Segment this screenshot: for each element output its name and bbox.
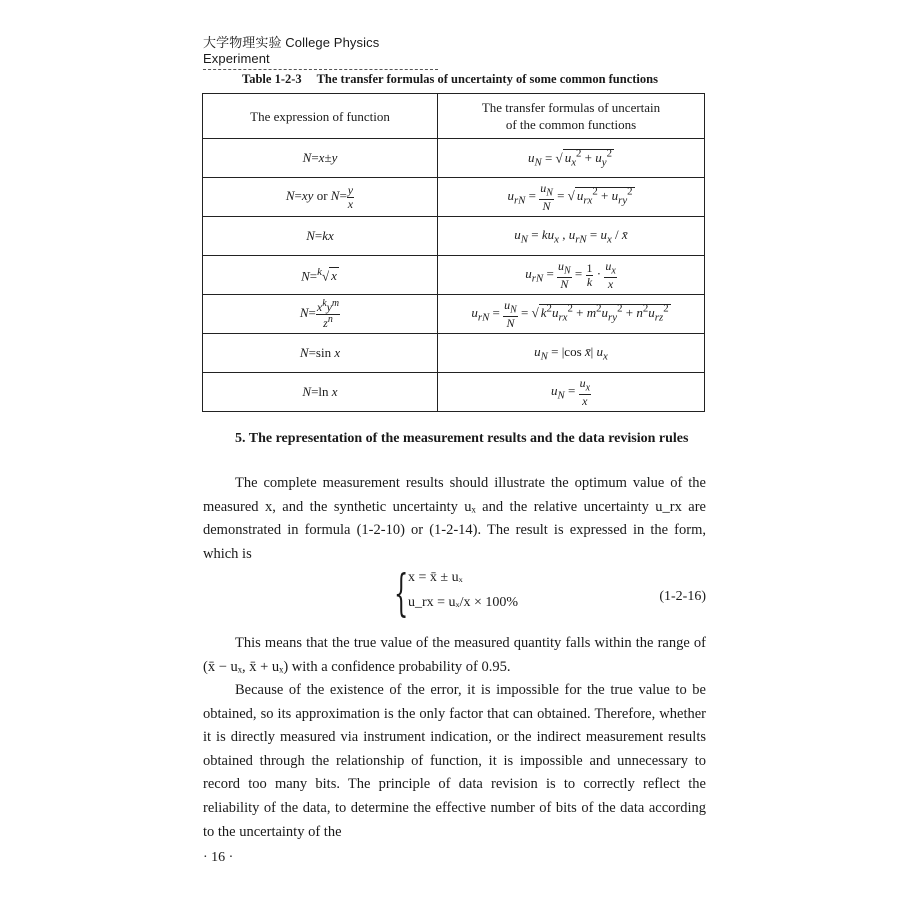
function-cell: N=sin x [203, 334, 438, 373]
table-row [203, 373, 705, 412]
equation-line-1: x = x̄ ± uₓ [408, 570, 463, 585]
equation-number: (1-2-16) [659, 589, 706, 604]
paragraph-measurement-results: The complete measurement results should illustrate the optimum value of the measured x, and the synthetic uncertainty uₓ and the relative uncertainty u_rx are demonstrated in formula (1-2-10) or (1-2-14). The result is expressed in the form, which is [203, 475, 706, 562]
col-header-formula-line2: of the common functions [505, 117, 637, 132]
formula-cell: $u_N = |\cos$ x̄| $u_x$ [438, 334, 705, 373]
col-header-formula [438, 94, 705, 139]
paragraph-true-value: This means that the true value of the measured quantity falls within the range of (x̄ − uₓ, x̄ + uₓ) with a confidence probability of 0.95. [203, 635, 706, 675]
table-row [203, 256, 705, 295]
table-caption [0, 72, 900, 87]
table-caption-title: The transfer formulas of uncertainty of some common functions [316, 72, 658, 86]
table-row [203, 295, 705, 334]
left-brace: { [394, 564, 409, 622]
page-number: · 16 · [203, 850, 234, 865]
section-title: 5. The representation of the measurement results and the data revision rules [235, 431, 689, 446]
formula-cell: $u_{rN}$ = $\frac{u_N}{N}$ = √ $u_{rx}^2 + u_{ry}^2$ [438, 178, 705, 217]
uncertainty-table [202, 93, 705, 412]
function-cell: N=ln x [203, 373, 438, 412]
table-header-row [203, 94, 705, 139]
formula-cell: $u_N = ku_x$ , $u_{rN} = u_x$ / x̄ [438, 217, 705, 256]
table-caption-number: Table 1-2-3 [242, 72, 302, 86]
function-cell: N=$^k$√ x [203, 256, 438, 295]
table-row [203, 139, 705, 178]
table-row [203, 217, 705, 256]
col-header-function: The expression of function [203, 94, 438, 139]
equation-1-2-16 [394, 564, 706, 624]
formula-cell: $u_N$ = √ $u_x^2 + u_y^2$ [438, 139, 705, 178]
formula-cell: $u_{rN}$ = $\frac{u_N}{N}$ = √ $k^2u_{rx}^2 + m^2u_{ry}^2 + n^2u_{rz}^2$ [438, 295, 705, 334]
function-cell: N=kx [203, 217, 438, 256]
col-header-formula-line1: The transfer formulas of uncertain [481, 100, 661, 115]
function-cell: N=xy or N= $\frac{y}{x}$ [203, 178, 438, 217]
paragraph-data-revision: Because of the existence of the error, it is impossible for the true value to be obtained, so its approximation is the only factor that can obtained. Therefore, whether it is directly measured via instrument indication, or the indirect measurement results obtained through the relationship of function, it is impossible and unnecessary to record too many bits. The principle of data revision is to correctly reflect the reliability of the data, to determine the effective number of bits of the data according to the uncertainty of the [203, 682, 706, 840]
formula-cell: $u_{rN}$ = $\frac{u_N}{N}$ = $\frac{1}{k}$ · $\frac{u_x}{x}$ [438, 256, 705, 295]
table-row [203, 178, 705, 217]
function-cell: N=x±y [203, 139, 438, 178]
table-row [203, 334, 705, 373]
function-cell: N= $\frac{x^ky^m}{z^n}$ [203, 295, 438, 334]
running-header: 大学物理实验 College Physics Experiment [203, 32, 438, 70]
formula-cell: $u_N$ = $\frac{u_x}{x}$ [438, 373, 705, 412]
equation-line-2: u_rx = uₓ/x × 100% [408, 595, 519, 610]
